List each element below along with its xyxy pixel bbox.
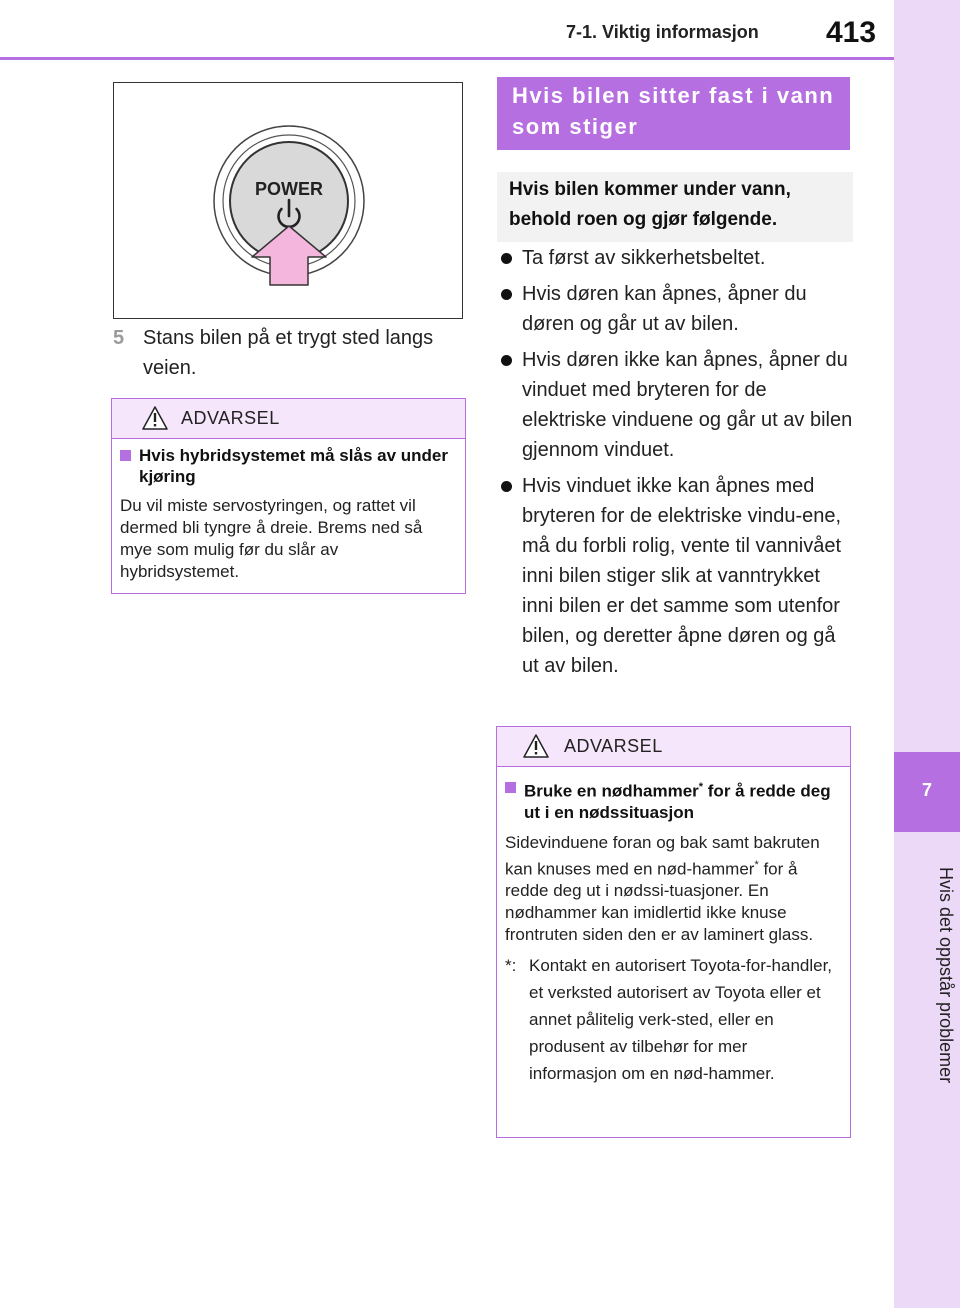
footnote xyxy=(505,952,836,1087)
power-button-label: POWER xyxy=(254,179,324,199)
instruction-list xyxy=(499,243,854,687)
chapter-side-tab xyxy=(894,0,960,1308)
warning-subtitle-text: Bruke en nødhammer* for å redde deg ut i en nødssituasjon xyxy=(524,781,831,822)
warning-body: Du vil miste servostyringen, og rattet vil dermed bli tyngre å dreie. Brems ned så mye som mulig før du slår av hybridsystemet. xyxy=(120,496,423,581)
list-item xyxy=(499,471,854,681)
warning-body: Sidevinduene foran og bak samt bakruten kan knuses med en nød-hammer* for å redde deg ut i nødssi-tuasjoner. En nødhammer kan imidlertid ikke knuse frontruten siden den er av laminert glass. xyxy=(505,832,820,945)
warning-icon xyxy=(142,406,168,430)
footnote-text: Kontakt en autorisert Toyota-for-handler, et verksted autorisert av Toyota eller et annet pålitelig verk-sted, eller en produsent av tilbehør for mer informasjon om en nød-hammer. xyxy=(529,956,833,1084)
chapter-number: 7 xyxy=(921,780,932,800)
bullet-dot-icon xyxy=(501,481,512,492)
list-item xyxy=(499,279,854,339)
step-number: 5 xyxy=(113,327,125,349)
step-text: Stans bilen på et trygt sted langs veien. xyxy=(143,327,434,379)
footnote-mark: *: xyxy=(505,956,517,976)
bullet-dot-icon xyxy=(501,355,512,366)
list-item-text: Hvis døren kan åpnes, åpner du døren og går ut av bilen. xyxy=(522,283,807,335)
power-button-figure xyxy=(113,82,463,319)
page-number: 413 xyxy=(826,16,877,49)
warning-header xyxy=(112,399,465,439)
bullet-dot-icon xyxy=(501,253,512,264)
warning-header xyxy=(497,727,850,767)
warning-subtitle-text: Hvis hybridsystemet må slås av under kjøring xyxy=(139,446,448,486)
warning-subtitle xyxy=(120,445,453,487)
warning-box-hybrid xyxy=(111,398,466,594)
intro-callout: Hvis bilen kommer under vann, behold roen og gjør følgende. xyxy=(497,172,853,242)
list-item-text: Ta først av sikkerhetsbeltet. xyxy=(522,247,766,269)
step-5 xyxy=(113,323,463,383)
square-bullet-icon xyxy=(505,782,516,793)
section-title: 7-1. Viktig informasjon xyxy=(566,22,759,42)
warning-title: ADVARSEL xyxy=(181,408,280,428)
header-divider xyxy=(0,57,894,60)
section-heading: Hvis bilen sitter fast i vann som stiger xyxy=(497,77,850,150)
chapter-title: Hvis det oppstår problemer xyxy=(936,866,956,1084)
warning-box-emergency-hammer xyxy=(496,726,851,1138)
list-item xyxy=(499,345,854,465)
square-bullet-icon xyxy=(120,450,131,461)
warning-title: ADVARSEL xyxy=(564,736,663,756)
warning-subtitle xyxy=(505,777,836,823)
list-item xyxy=(499,243,854,273)
warning-icon xyxy=(523,734,549,758)
list-item-text: Hvis døren ikke kan åpnes, åpner du vinduet med bryteren for de elektriske vinduene og går ut av bilen gjennom vinduet. xyxy=(522,349,853,461)
bullet-dot-icon xyxy=(501,289,512,300)
list-item-text: Hvis vinduet ikke kan åpnes med bryteren for de elektriske vindu-ene, må du forbli rolig, vente til vannivået inni bilen stiger slik at vanntrykket inni bilen er det samme som utenfor bilen, og deretter åpne døren og gå ut av bilen. xyxy=(522,475,842,677)
